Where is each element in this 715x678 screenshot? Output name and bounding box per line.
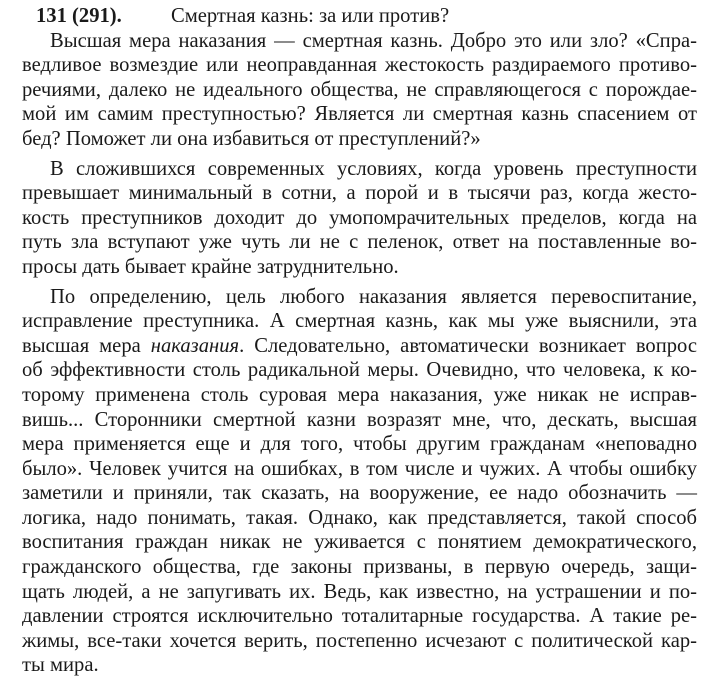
text-line: было». Человек учится на ошибках, в том числе и чужих. А чтобы ошибку bbox=[22, 457, 697, 480]
text-line: бед? Поможет ли она избавиться от преступлений?» bbox=[22, 127, 481, 150]
text-line: кость преступников доходит до умопомрачительных пределов, когда на bbox=[22, 206, 697, 229]
text-line: логика, надо понимать, такая. Однако, как представляется, такой способ bbox=[22, 506, 697, 529]
text-line: путь зла вступают уже чуть ли не с пеленок, ответ на поставленные во- bbox=[22, 231, 697, 254]
text-line: давлении строятся исключительно тоталитарные государства. А такие ре- bbox=[22, 605, 697, 628]
text-line: об эффективности столь радикальной меры. Очевидно, что человека, к ко- bbox=[22, 359, 697, 382]
text-line: торому применена столь суровая мера наказания, уже никак не исправ- bbox=[22, 383, 697, 406]
text-line: исправление преступника. А смертная казнь, как мы уже выяснили, эта bbox=[22, 310, 697, 333]
text-line: щать людей, а не запугивать их. Ведь, как известно, на устрашении и по- bbox=[22, 580, 697, 603]
text-line bbox=[22, 334, 697, 359]
exercise-header bbox=[22, 4, 697, 29]
paragraph-2 bbox=[22, 157, 697, 280]
text-fragment: . Следовательно, автоматически возникает вопрос bbox=[239, 334, 697, 357]
paragraph-3 bbox=[22, 285, 697, 678]
emphasized-word: наказания bbox=[150, 334, 240, 357]
text-line: мера применяется еще и для того, чтобы другим гражданам «неповадно bbox=[22, 433, 697, 456]
text-line: ты мира. bbox=[22, 654, 99, 677]
text-line: мой им самим преступностью? Является ли смертная казнь спасением от bbox=[22, 103, 697, 126]
text-line: Высшая мера наказания — смертная казнь. Добро это или зло? «Спра- bbox=[50, 29, 697, 52]
text-line: речиями, далеко не идеального общества, не справляющегося с порождае- bbox=[22, 78, 697, 101]
text-line: вишь... Сторонники смертной казни возразят мне, что, дескать, высшая bbox=[22, 408, 697, 431]
text-line: В сложившихся современных условиях, когда уровень преступности bbox=[50, 157, 697, 180]
text-fragment: высшая мера bbox=[22, 334, 151, 357]
paragraph-1 bbox=[22, 29, 697, 152]
text-line: заметили и приняли, так сказать, на вооружение, ее надо обозначить — bbox=[22, 482, 697, 505]
exercise-title: Смертная казнь: за или против? bbox=[171, 5, 450, 27]
text-line: ведливое возмездие или неоправданная жестокость раздираемого противо- bbox=[22, 54, 697, 77]
text-line: воспитания граждан никак не уживается с понятием демократического, bbox=[22, 531, 697, 554]
text-line: гражданского общества, где законы призваны, в первую очередь, защи- bbox=[22, 556, 697, 579]
exercise-number: 131 (291). bbox=[36, 5, 122, 27]
text-line: просы дать бывает крайне затруднительно. bbox=[22, 255, 399, 278]
text-line: превышает минимальный в сотни, а порой и в тысячи раз, когда жесто- bbox=[22, 182, 697, 205]
text-line: жимы, все-таки хочется верить, постепенно исчезают с политической кар- bbox=[22, 629, 697, 652]
text-line: По определению, цель любого наказания является перевоспитание, bbox=[50, 285, 697, 308]
